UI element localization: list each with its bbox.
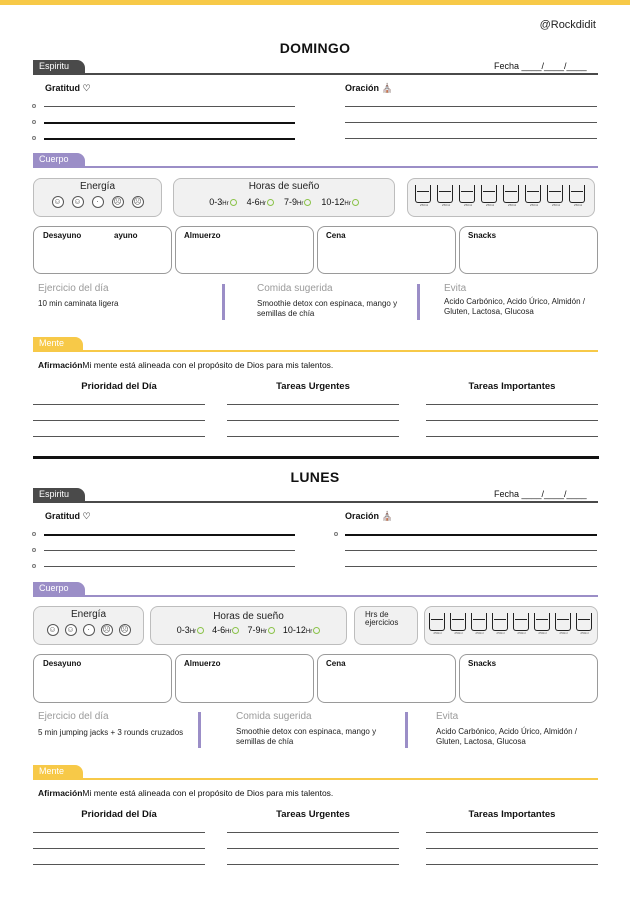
comida-heading: Comida sugerida bbox=[236, 711, 312, 722]
sleep-box bbox=[173, 178, 395, 217]
neutral-face-icon[interactable]: · bbox=[92, 196, 104, 208]
cena-label: Cena bbox=[326, 231, 346, 240]
praying-hands-icon: ⛪ bbox=[381, 511, 393, 521]
importantes-heading: Tareas Importantes bbox=[468, 809, 556, 820]
water-glass-icon[interactable] bbox=[513, 613, 529, 631]
water-glass-icon[interactable] bbox=[555, 613, 571, 631]
urgentes-line-3[interactable] bbox=[227, 436, 399, 437]
circle-check-icon bbox=[232, 627, 239, 634]
ejercicio-text: 5 min jumping jacks + 3 rounds cruzados bbox=[38, 728, 184, 737]
water-glass-icon[interactable] bbox=[525, 185, 541, 203]
importantes-line-1[interactable] bbox=[426, 832, 598, 833]
water-glass-icon[interactable] bbox=[459, 185, 475, 203]
evita-text: Acido Carbónico, Acido Úrico, Almidón / Gluten, Lactosa, Glucosa bbox=[444, 297, 585, 316]
evita-text: Acido Carbónico, Acido Úrico, Almidón / Gluten, Lactosa, Glucosa bbox=[436, 727, 577, 746]
importantes-line-2[interactable] bbox=[426, 848, 598, 849]
almuerzo-box[interactable] bbox=[175, 226, 314, 274]
sleep-option[interactable]: 7-9Hr bbox=[247, 625, 274, 635]
snacks-label: Snacks bbox=[468, 231, 497, 240]
prioridad-line-3[interactable] bbox=[33, 436, 205, 437]
sleep-title: Horas de sueño bbox=[248, 181, 320, 192]
energy-box bbox=[33, 178, 162, 217]
sad-face-icon[interactable]: ☹ bbox=[113, 197, 122, 206]
column-divider bbox=[417, 284, 420, 320]
snacks-box[interactable] bbox=[459, 226, 598, 274]
oracion-label: Oración ⛪ bbox=[345, 83, 393, 93]
desayuno-box[interactable] bbox=[33, 654, 172, 703]
sad-face-icon[interactable]: ☹ bbox=[102, 625, 111, 634]
gratitud-line-2[interactable] bbox=[44, 122, 295, 124]
prioridad-line-1[interactable] bbox=[33, 404, 205, 405]
oracion-line-1[interactable] bbox=[345, 534, 597, 536]
day-separator bbox=[33, 456, 599, 459]
circle-check-icon bbox=[304, 199, 311, 206]
sleep-option[interactable]: 0-3Hr bbox=[209, 197, 236, 207]
bullet bbox=[32, 532, 36, 536]
hand-heart-icon: ♡ bbox=[82, 511, 91, 521]
prioridad-heading: Prioridad del Día bbox=[81, 809, 157, 820]
circle-check-icon bbox=[268, 627, 275, 634]
sleep-option[interactable]: 10-12Hr bbox=[283, 625, 320, 635]
gratitud-label: Gratitud ♡ bbox=[45, 83, 91, 93]
water-glass-icon[interactable] bbox=[481, 185, 497, 203]
snacks-label: Snacks bbox=[468, 659, 497, 668]
water-glass-icon[interactable] bbox=[429, 613, 445, 631]
almuerzo-label: Almuerzo bbox=[184, 659, 221, 668]
circle-check-icon bbox=[197, 627, 204, 634]
urgentes-line-2[interactable] bbox=[227, 848, 399, 849]
ejercicio-heading: Ejercicio del día bbox=[38, 283, 109, 294]
urgentes-line-2[interactable] bbox=[227, 420, 399, 421]
espiritu-rule bbox=[33, 73, 598, 75]
sleep-option[interactable]: 4-6Hr bbox=[247, 197, 274, 207]
circle-check-icon bbox=[313, 627, 320, 634]
water-glass-icon[interactable] bbox=[415, 185, 431, 203]
very-happy-face-icon[interactable]: ☺ bbox=[48, 625, 57, 634]
importantes-line-3[interactable] bbox=[426, 436, 598, 437]
sleep-option[interactable]: 4-6Hr bbox=[212, 625, 239, 635]
water-glass-icon[interactable] bbox=[471, 613, 487, 631]
evita-heading: Evita bbox=[436, 711, 459, 722]
prioridad-line-1[interactable] bbox=[33, 832, 205, 833]
date-field[interactable]: Fecha ____/____/____ bbox=[494, 489, 587, 499]
water-glass-icon[interactable] bbox=[492, 613, 508, 631]
happy-face-icon[interactable]: ☺ bbox=[73, 197, 82, 206]
hand-heart-icon: ♡ bbox=[82, 83, 91, 93]
sleep-title: Horas de sueño bbox=[213, 611, 284, 622]
water-glass-icon[interactable] bbox=[569, 185, 585, 203]
cuerpo-rule bbox=[33, 166, 598, 168]
sleep-option[interactable]: 0-3Hr bbox=[177, 625, 204, 635]
ejercicio-heading: Ejercicio del día bbox=[38, 711, 109, 722]
bullet bbox=[334, 532, 338, 536]
angry-face-icon[interactable]: ☹ bbox=[133, 197, 142, 206]
exercise-hours-box[interactable] bbox=[354, 606, 418, 645]
neutral-face-icon[interactable]: · bbox=[83, 624, 95, 636]
section-tab-mente: Mente bbox=[33, 337, 83, 350]
section-tab-espiritu: Espiritu bbox=[33, 60, 85, 73]
circle-check-icon bbox=[230, 199, 237, 206]
cena-box[interactable] bbox=[317, 654, 456, 703]
desayuno-label: Desayuno bbox=[43, 659, 82, 668]
prioridad-line-3[interactable] bbox=[33, 864, 205, 865]
bullet bbox=[32, 120, 36, 124]
water-glass-icon[interactable] bbox=[576, 613, 592, 631]
mente-rule bbox=[33, 778, 598, 780]
gratitud-line-1[interactable] bbox=[44, 106, 295, 107]
almuerzo-box[interactable] bbox=[175, 654, 314, 703]
section-tab-cuerpo: Cuerpo bbox=[33, 153, 85, 166]
bullet bbox=[32, 548, 36, 552]
ayuno-label: ayuno bbox=[114, 231, 138, 240]
day-title: LUNES bbox=[290, 469, 340, 485]
afirmacion-text: AfirmaciónMi mente está alineada con el propósito de Dios para mis talentos. bbox=[38, 788, 334, 798]
section-tab-espiritu: Espiritu bbox=[33, 488, 85, 501]
cena-box[interactable] bbox=[317, 226, 456, 274]
cuerpo-rule bbox=[33, 595, 598, 597]
ejercicio-text: 10 min caminata ligera bbox=[38, 299, 119, 308]
water-box: 250ml 250ml 250ml 250ml 250ml 250ml 250ml 250ml bbox=[407, 178, 595, 217]
water-glass-icon[interactable] bbox=[503, 185, 519, 203]
oracion-line-1[interactable] bbox=[345, 106, 597, 107]
prioridad-heading: Prioridad del Día bbox=[81, 381, 157, 392]
comida-heading: Comida sugerida bbox=[257, 283, 333, 294]
almuerzo-label: Almuerzo bbox=[184, 231, 221, 240]
espiritu-rule bbox=[33, 501, 598, 503]
desayuno-box[interactable] bbox=[33, 226, 172, 274]
bullet bbox=[32, 104, 36, 108]
prioridad-line-2[interactable] bbox=[33, 848, 205, 849]
gratitud-line-2[interactable] bbox=[44, 550, 295, 551]
water-box: 250ml 250ml 250ml 250ml 250ml 250ml 250ml 250ml bbox=[424, 606, 598, 645]
water-glass-icon[interactable] bbox=[437, 185, 453, 203]
snacks-box[interactable] bbox=[459, 654, 598, 703]
evita-heading: Evita bbox=[444, 283, 467, 294]
water-glass-icon[interactable] bbox=[450, 613, 466, 631]
angry-face-icon[interactable]: ☹ bbox=[120, 625, 129, 634]
happy-face-icon[interactable]: ☺ bbox=[66, 625, 75, 634]
author-handle: @Rockdidit bbox=[539, 19, 596, 31]
day-title: DOMINGO bbox=[279, 40, 351, 56]
energy-box bbox=[33, 606, 144, 645]
date-field[interactable]: Fecha ____/____/____ bbox=[494, 61, 587, 71]
energy-title: Energía bbox=[70, 609, 107, 620]
oracion-line-2[interactable] bbox=[345, 550, 597, 551]
comida-text: Smoothie detox con espinaca, mango y semillas de chía bbox=[257, 299, 398, 318]
comida-text: Smoothie detox con espinaca, mango y semillas de chía bbox=[236, 727, 377, 746]
urgentes-line-3[interactable] bbox=[227, 864, 399, 865]
urgentes-line-1[interactable] bbox=[227, 404, 399, 405]
urgentes-heading: Tareas Urgentes bbox=[276, 809, 350, 820]
energy-title: Energía bbox=[79, 181, 116, 192]
water-glass-icon[interactable] bbox=[547, 185, 563, 203]
sleep-option[interactable]: 7-9Hr bbox=[284, 197, 311, 207]
sleep-option[interactable]: 10-12Hr bbox=[321, 197, 358, 207]
desayuno-label: Desayuno bbox=[43, 231, 82, 240]
urgentes-heading: Tareas Urgentes bbox=[276, 381, 350, 392]
cena-label: Cena bbox=[326, 659, 346, 668]
very-happy-face-icon[interactable]: ☺ bbox=[53, 197, 62, 206]
bullet bbox=[32, 564, 36, 568]
mente-rule bbox=[33, 350, 598, 352]
water-glass-icon[interactable] bbox=[534, 613, 550, 631]
column-divider bbox=[405, 712, 408, 748]
gratitud-line-3[interactable] bbox=[44, 566, 295, 567]
gratitud-line-3[interactable] bbox=[44, 138, 295, 140]
praying-hands-icon: ⛪ bbox=[381, 83, 393, 93]
importantes-heading: Tareas Importantes bbox=[468, 381, 556, 392]
afirmacion-text: AfirmaciónMi mente está alineada con el propósito de Dios para mis talentos. bbox=[38, 360, 334, 370]
bullet bbox=[32, 136, 36, 140]
circle-check-icon bbox=[352, 199, 359, 206]
urgentes-line-1[interactable] bbox=[227, 832, 399, 833]
circle-check-icon bbox=[267, 199, 274, 206]
exercise-hours-label: Hrs de ejercicios bbox=[365, 610, 399, 627]
column-divider bbox=[198, 712, 201, 748]
gratitud-label: Gratitud ♡ bbox=[45, 511, 91, 521]
sleep-box bbox=[150, 606, 347, 645]
importantes-line-1[interactable] bbox=[426, 404, 598, 405]
top-accent-bar bbox=[0, 0, 630, 5]
section-tab-cuerpo: Cuerpo bbox=[33, 582, 85, 595]
importantes-line-3[interactable] bbox=[426, 864, 598, 865]
oracion-line-3[interactable] bbox=[345, 566, 597, 567]
oracion-line-2[interactable] bbox=[345, 122, 597, 123]
importantes-line-2[interactable] bbox=[426, 420, 598, 421]
prioridad-line-2[interactable] bbox=[33, 420, 205, 421]
oracion-line-3[interactable] bbox=[345, 138, 597, 139]
oracion-label: Oración ⛪ bbox=[345, 511, 393, 521]
column-divider bbox=[222, 284, 225, 320]
section-tab-mente: Mente bbox=[33, 765, 83, 778]
gratitud-line-1[interactable] bbox=[44, 534, 295, 536]
